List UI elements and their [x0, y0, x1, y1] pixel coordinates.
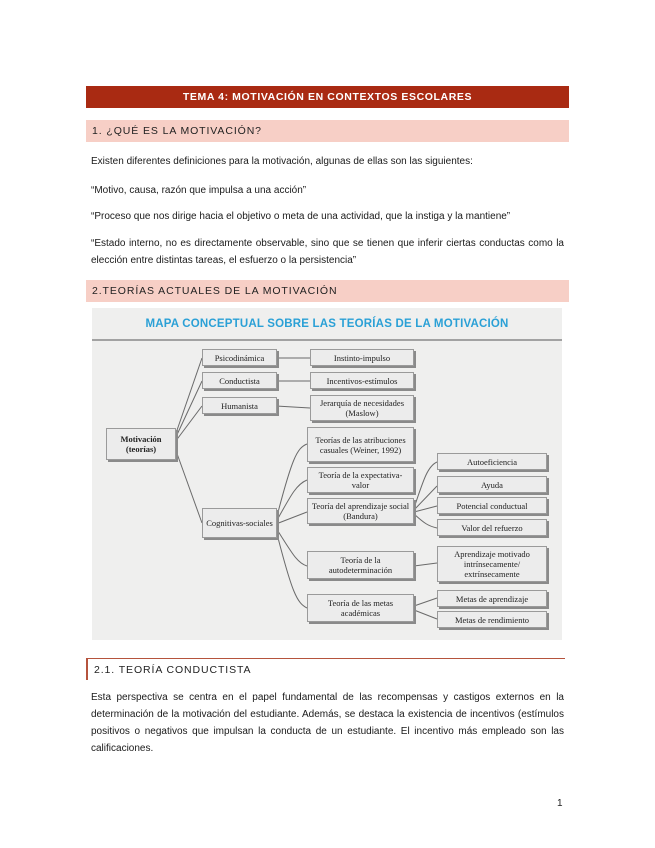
map-node-psicodinamica: Psicodinámica [202, 349, 277, 366]
concept-map-figure [92, 308, 562, 640]
map-node-aprendizaje-motivado: Aprendizaje motivado intrínsecamente/ extrínsecamente [437, 546, 547, 582]
concept-map-title: MAPA CONCEPTUAL SOBRE LAS TEORÍAS DE LA MOTIVACIÓN [145, 318, 509, 330]
definition-3: “Estado interno, no es directamente observable, sino que se tienen que inferir ciertas conductas como la elección entre distintas tareas, el esfuerzo o la persistencia” [91, 238, 564, 266]
map-node-instinto-impulso: Instinto-impulso [310, 349, 414, 366]
definition-2: “Proceso que nos dirige hacia el objetivo o meta de una actividad, que la instiga y la mantiene” [91, 211, 511, 222]
map-node-metas-academicas: Teoría de las metas académicas [307, 594, 414, 622]
subsection-heading-conductista: 2.1. TEORÍA CONDUCTISTA [86, 658, 565, 680]
map-node-potencial-conductual: Potencial conductual [437, 497, 547, 514]
map-node-root: Motivación (teorías) [106, 428, 176, 460]
intro-paragraph: Existen diferentes definiciones para la motivación, algunas de ellas son las siguientes: [91, 156, 473, 167]
map-node-metas-rendimiento: Metas de rendimiento [437, 611, 547, 628]
section-heading-what-is-motivation: 1. ¿QUÉ ES LA MOTIVACIÓN? [86, 120, 569, 142]
page-number: 1 [557, 798, 563, 809]
map-node-metas-aprendizaje: Metas de aprendizaje [437, 590, 547, 607]
map-node-atribuciones-casuales: Teorías de las atribuciones casuales (Weiner, 1992) [307, 427, 414, 462]
map-node-aprendizaje-social: Teoría del aprendizaje social (Bandura) [307, 498, 414, 524]
map-node-cognitivas-sociales: Cognitivas-sociales [202, 508, 277, 538]
definition-1: “Motivo, causa, razón que impulsa a una acción” [91, 185, 307, 196]
map-node-autodeterminacion: Teoría de la autodeterminación [307, 551, 414, 579]
map-node-expectativa-valor: Teoría de la expectativa-valor [307, 467, 414, 493]
map-node-incentivos-estimulos: Incentivos-estímulos [310, 372, 414, 389]
map-node-autoeficiencia: Autoeficiencia [437, 453, 547, 470]
map-node-conductista: Conductista [202, 372, 277, 389]
conductista-paragraph: Esta perspectiva se centra en el papel fundamental de las recompensas y castigos externos en la determinación de la motivación del estudiante. Además, se destaca la existencia de incentivos (estímulos positivos o negativos que impulsan la conducta de un estudiante. El incentivo más empleado son las calificaciones. [91, 692, 564, 754]
map-node-ayuda: Ayuda [437, 476, 547, 493]
document-title: TEMA 4: MOTIVACIÓN EN CONTEXTOS ESCOLARES [86, 86, 569, 108]
map-node-humanista: Humanista [202, 397, 277, 414]
map-node-valor-refuerzo: Valor del refuerzo [437, 519, 547, 536]
section-heading-current-theories: 2.TEORÍAS ACTUALES DE LA MOTIVACIÓN [86, 280, 569, 302]
map-node-jerarquia-necesidades: Jerarquía de necesidades (Maslow) [310, 395, 414, 421]
